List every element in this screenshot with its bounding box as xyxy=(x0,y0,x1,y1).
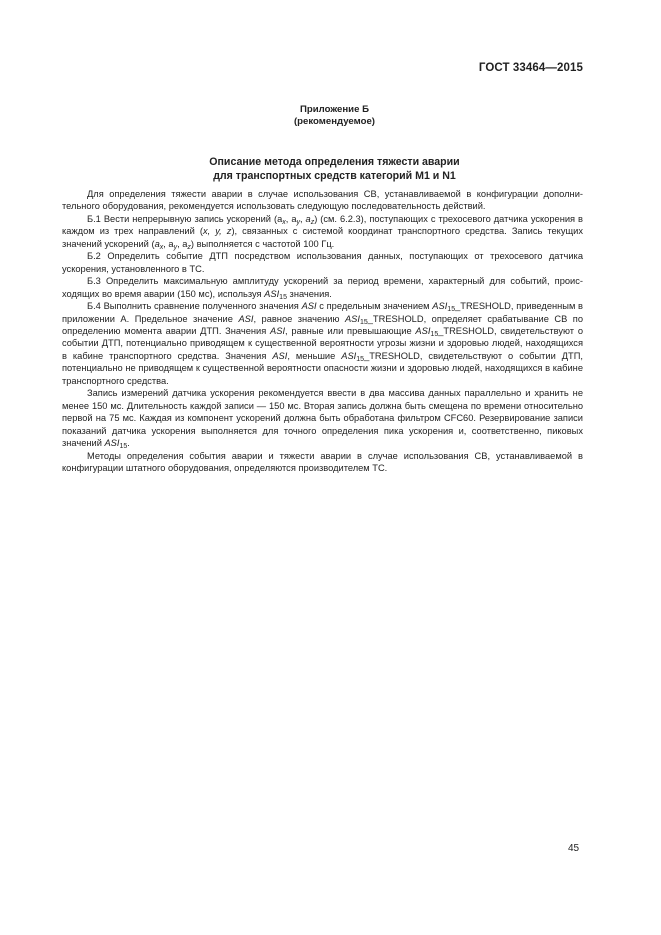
subscript: y xyxy=(296,218,300,226)
text: Б.1 Вести непрерывную запись ускорений ( xyxy=(87,213,278,224)
page-number: 45 xyxy=(568,843,580,854)
subscript: x xyxy=(282,218,286,226)
subscript: z xyxy=(310,218,315,226)
treshold: _TRESHOLD xyxy=(438,325,495,336)
subscript: 15 xyxy=(356,355,365,363)
document-body xyxy=(62,188,583,474)
asi-term: ASI xyxy=(238,313,254,324)
text: ), связанных с системой координат транспортного средства. Запись текущих значений ускорений ( xyxy=(62,226,583,249)
subscript: 15 xyxy=(279,293,287,301)
symbol: a xyxy=(182,238,188,249)
subscript: 15 xyxy=(359,318,368,326)
paragraph-b2: Б.2 Определить событие ДТП посредством использования данных, поступающих от трехосевого датчика ускорения, установленного в ТС. xyxy=(62,251,583,274)
text: , меньшие xyxy=(287,350,342,361)
subscript: x xyxy=(159,243,164,251)
symbol: a xyxy=(277,213,283,224)
section-title xyxy=(0,155,661,183)
treshold: _TRESHOLD xyxy=(455,301,511,312)
text: Б.3 Определить максимальную амплитуду ускорений за период времени, характерный для событий, происходящих во время аварии (150 мс), используя xyxy=(62,276,583,299)
text: Б.4 Выполнить сравнение полученного значения xyxy=(87,301,302,312)
treshold: _TRESHOLD xyxy=(364,350,420,361)
title-line-2: для транспортных средств категорий М1 и N1 xyxy=(213,170,456,182)
asi-term: ASI xyxy=(104,438,120,449)
paragraph-recording xyxy=(62,387,583,449)
asi-term: ASI xyxy=(341,350,357,361)
paragraph-methods: Методы определения события аварии и тяжести аварии в случае использования СВ, устанавливаемой в конфигурации штатного оборудования, определяются производителем ТС. xyxy=(62,450,583,473)
symbol: a xyxy=(154,238,160,249)
asi-term: ASI xyxy=(344,313,360,324)
subscript: 15 xyxy=(119,443,128,451)
subscript: y xyxy=(173,243,178,251)
asi-term: ASI xyxy=(272,350,288,361)
title-line-1: Описание метода определения тяжести аварии xyxy=(209,156,460,168)
text: значения. xyxy=(286,288,332,299)
subscript: z xyxy=(187,243,191,251)
text: , свидетельствуют о событии ДТП, потенциально не приводящем к существенной вероятности опасности жизни и здоровью людей, находящихся в кабине транспортного средства. xyxy=(62,350,583,386)
symbol: a xyxy=(305,213,311,224)
treshold: _TRESHOLD xyxy=(367,313,424,324)
paragraph-intro: Для определения тяжести аварии в случае использования СВ, устанавливаемой в конфигурации дополнительного оборудования, рекомендуется использовать следующую последовательность действий. xyxy=(62,189,583,212)
text: . xyxy=(127,438,130,449)
asi-term: ASI xyxy=(301,301,317,312)
subscript: 15 xyxy=(447,306,456,314)
asi-term: ASI xyxy=(415,325,431,336)
paragraph-b3 xyxy=(62,275,583,300)
document-code: ГОСТ 33464—2015 xyxy=(478,62,583,74)
text: , равное значению xyxy=(253,313,345,324)
asi-term: ASI xyxy=(432,301,448,312)
text: Запись измерений датчика ускорения рекомендуется ввести в два массива данных параллельно и хранить не менее 150 мс. Длительность каждой записи — 150 мс. Вторая запись должна быть смещена по времени относительно первой на 75 мс. Каждая из компонент ускорений должна быть обработана фильтром CFC60. Резервирование записи показаний датчика ускорения выполняется для точного определения пика ускорения и, соответственно, пиковых значений xyxy=(62,388,583,449)
text: ) (см. 6.2.3), поступающих с трехосевого датчика ускорения в каждом из трех направлений ( xyxy=(62,213,583,237)
symbol: a xyxy=(291,213,297,224)
text: , свидетельствуют о событии ДТП, потенциально приводящем к существенной вероятности угрозы жизни и здоровью людей, находящихся в кабине транспортного средства. Значения xyxy=(62,325,583,361)
text: с предельным значением xyxy=(316,301,433,312)
axes: x, y, z xyxy=(202,226,232,237)
subscript: 15 xyxy=(430,330,439,338)
appendix-heading xyxy=(0,104,661,128)
appendix-status: (рекомендуемое) xyxy=(293,116,375,127)
paragraph-b4 xyxy=(62,300,583,387)
appendix-label: Приложение Б xyxy=(300,104,369,115)
text: , приведенным в приложении А. Предельное значение xyxy=(62,301,583,324)
asi-term: ASI xyxy=(264,288,280,299)
text: , определяет срабатывание СВ по определению момента аварии ДТП. Значения xyxy=(62,313,583,336)
text: ) выполняется с частотой 100 Гц. xyxy=(190,238,335,249)
symbol: a xyxy=(168,238,174,249)
text: , равные или превышающие xyxy=(285,325,416,336)
asi-term: ASI xyxy=(270,325,286,336)
paragraph-b1: Б.1 Вести непрерывную запись ускорений ($a_x$, $a_y$, $a_z$) (см. 6.2.3), поступающих с трехосевого датчика ускорения в каждом из трех направлений (x, y, z), связанных с системой координат транспортного средства. Запись текущих значений ускорений ($a_x$, $a_y$, $a_z$) выполняется с частотой 100 Гц. xyxy=(62,213,583,251)
